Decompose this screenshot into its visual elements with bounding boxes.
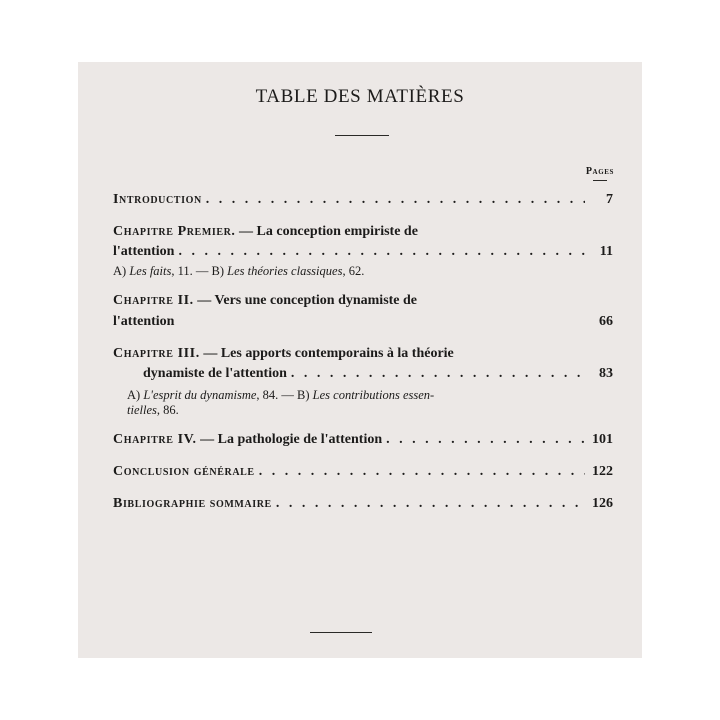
book-page [78,62,642,658]
subsection-title: Les théories classiques [227,264,343,278]
toc-entry-conclusion [113,464,613,480]
entry-page: 11 [599,244,613,259]
chapter-title-cont: dynamiste de l'attention [143,366,287,381]
title-rule [335,135,389,136]
leader-dots [386,432,585,448]
chapter-title: — Vers une conception dynamiste de [193,293,418,308]
subsection-title: Les faits [129,264,172,278]
leader-dots [291,366,585,382]
entry-label: Introduction [113,192,202,207]
pages-column-header [586,166,614,181]
page-title: TABLE DES MATIÈRES [255,86,465,107]
toc-entry-chapter-3 [113,346,613,418]
entry-page: 122 [592,464,613,479]
chapter-title: — Les apports contemporains à la théorie [199,346,454,361]
toc-entry-introduction [113,192,613,208]
entry-page: 66 [599,314,613,329]
chapter-head: Chapitre II. [113,293,194,308]
subsection-title: Les contributions essen- [312,388,435,402]
pages-dash [593,180,607,181]
toc-entry-bibliography [113,496,613,512]
toc-entry-chapter-2 [113,293,613,330]
bottom-rule [310,632,372,633]
chapter-subsections-cont: tielles, 86. [127,403,179,417]
leader-dots [259,464,585,480]
toc-entry-chapter-1 [113,224,613,279]
leader-dots [276,496,585,512]
chapter-subsections: A) Les faits, 11. — B) Les théories classiques, 62. [113,264,365,278]
chapter-title-cont: l'attention [113,314,175,329]
chapter-title-cont: l'attention [113,244,175,259]
entry-label: Conclusion générale [113,464,255,479]
entry-page: 7 [606,192,613,207]
entry-label: Bibliographie sommaire [113,496,272,511]
chapter-subsections: A) L'esprit du dynamisme, 84. — B) Les contributions essen- [127,388,435,402]
toc-entry-chapter-4 [113,432,613,448]
subsection-title: tielles [127,403,157,417]
subsection-title: L'esprit du dynamisme [143,388,257,402]
chapter-title: — La conception empiriste de [235,224,418,239]
pages-label: Pages [585,166,614,177]
entry-page: 126 [592,496,613,511]
chapter-head: Chapitre III. [113,346,200,361]
toc-entries [113,192,613,522]
leader-dots [206,192,585,208]
leader-dots [178,244,585,260]
entry-page: 83 [599,366,613,381]
entry-page: 101 [592,432,613,447]
chapter-title: — La pathologie de l'attention [196,432,383,447]
chapter-head: Chapitre Premier. [113,224,236,239]
chapter-head: Chapitre IV. [113,432,197,447]
